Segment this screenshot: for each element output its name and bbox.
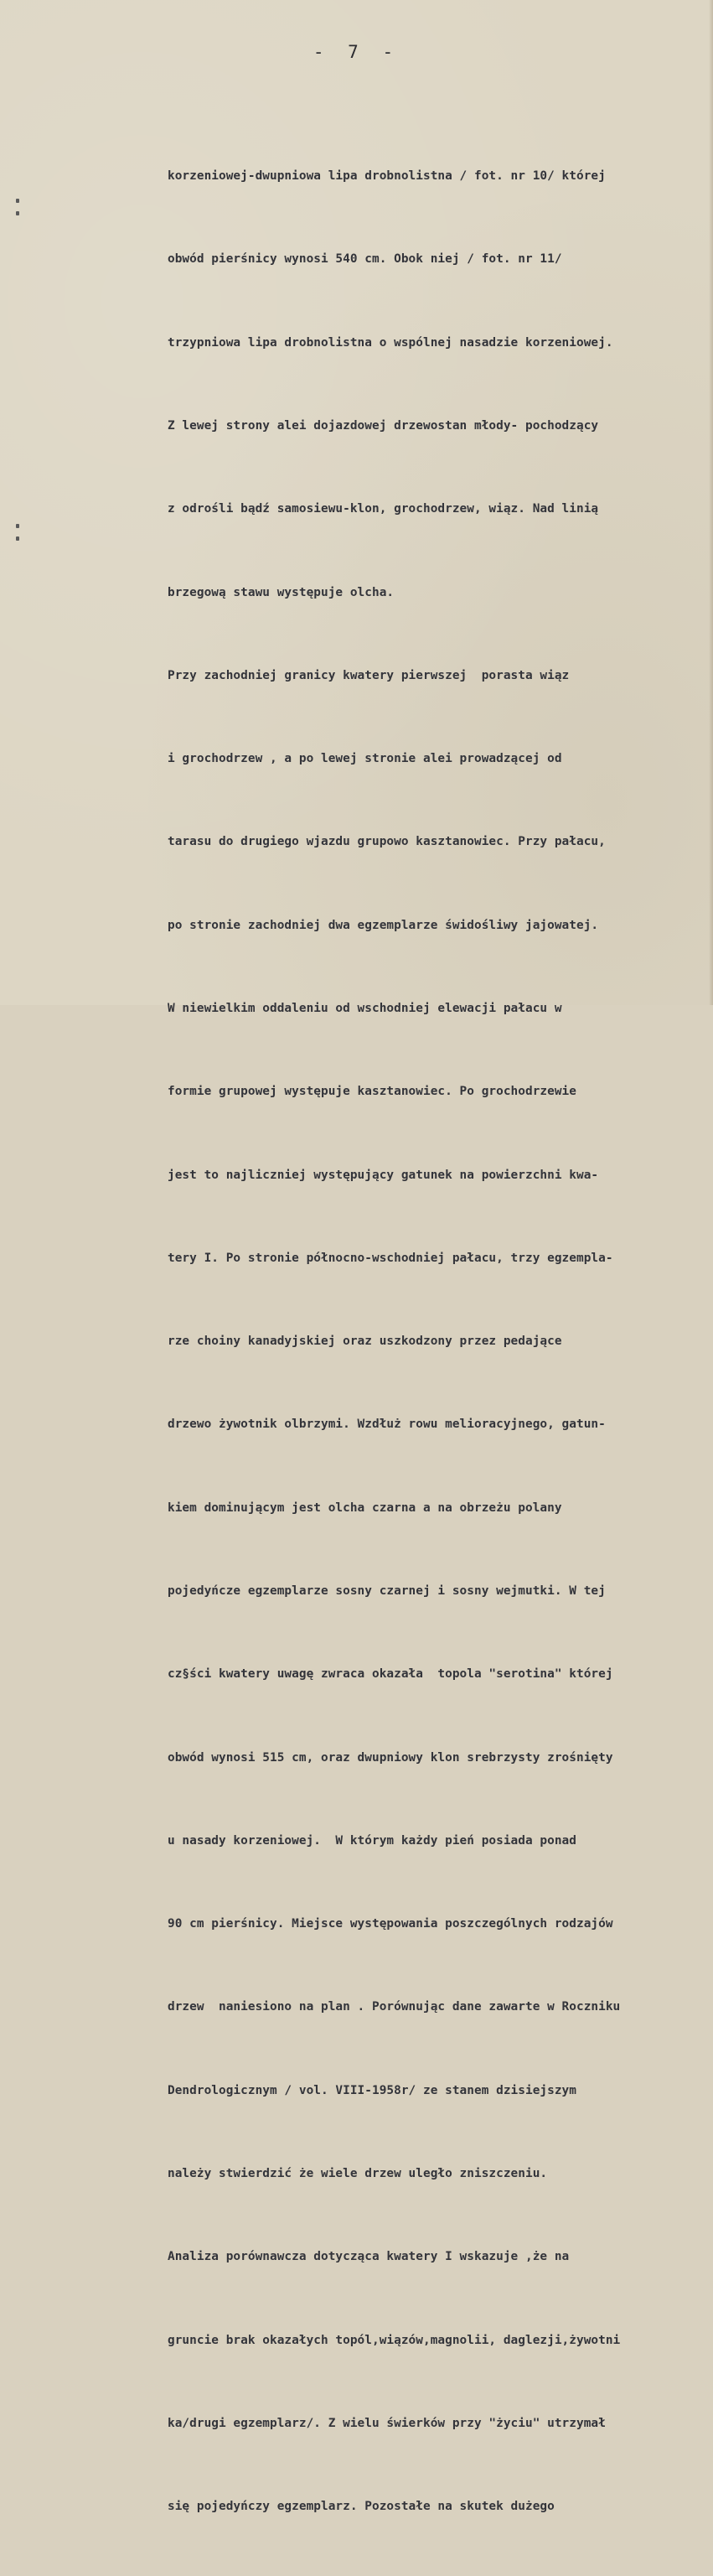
- text-line: się pojedyńczy egzemplarz. Pozostałe na skutek dużego: [168, 2500, 555, 2514]
- typewritten-body: [168, 107, 704, 2576]
- text-line: po stronie zachodniej dwa egzemplarze świdośliwy jajowatej.: [168, 918, 599, 932]
- text-line: drzew naniesiono na plan . Porównując dane zawarte w Roczniku: [168, 2000, 621, 2014]
- text-line: tarasu do drugiego wjazdu grupowo kasztanowiec. Przy pałacu,: [168, 835, 606, 849]
- text-line: kiem dominującym jest olcha czarna a na obrzeżu polany: [168, 1501, 562, 1515]
- text-line: i grochodrzew , a po lewej stronie alei prowadzącej od: [168, 752, 562, 766]
- binding-hole-mark: [16, 211, 19, 215]
- binding-hole-mark: [16, 199, 19, 203]
- text-line: cz§ści kwatery uwagę zwraca okazała topola "serotina" której: [168, 1667, 613, 1682]
- text-line: W niewielkim oddaleniu od wschodniej elewacji pałacu w: [168, 1002, 562, 1015]
- text-line: obwód wynosi 515 cm, oraz dwupniowy klon srebrzysty zrośnięty: [168, 1750, 613, 1765]
- text-line: brzegową stawu występuje olcha.: [168, 585, 395, 599]
- text-line: jest to najliczniej występujący gatunek na powierzchni kwa-: [168, 1168, 599, 1182]
- text-line: Dendrologicznym / vol. VIII-1958r/ ze stanem dzisiejszym: [168, 2083, 576, 2097]
- page-number: - 7 -: [313, 42, 400, 62]
- text-line: 90 cm pierśnicy. Miejsce występowania poszczególnych rodzajów: [168, 1917, 613, 1931]
- text-line: Analiza porównawcza dotycząca kwatery I wskazuje ,że na: [168, 2250, 570, 2264]
- text-line: trzypniowa lipa drobnolistna o wspólnej nasadzie korzeniowej.: [168, 335, 613, 350]
- text-line: rze choiny kanadyjskiej oraz uszkodzony przez pedające: [168, 1335, 562, 1349]
- binding-hole-mark: [16, 536, 19, 541]
- paper-edge: [709, 0, 713, 1005]
- text-line: korzeniowej-dwupniowa lipa drobnolistna / fot. nr 10/ której: [168, 169, 606, 184]
- text-line: ka/drugi egzemplarz/. Z wielu świerków przy "życiu" utrzymał: [168, 2416, 606, 2430]
- text-line: Przy zachodniej granicy kwatery pierwszej porasta wiąz: [168, 668, 570, 682]
- binding-hole-mark: [16, 524, 19, 528]
- text-line: Z lewej strony alei dojazdowej drzewostan młody- pochodzący: [168, 419, 599, 433]
- text-line: gruncie brak okazałych topól,wiązów,magnolii, daglezji,żywotni: [168, 2333, 621, 2347]
- text-line: formie grupowej występuje kasztanowiec. Po grochodrzewie: [168, 1085, 576, 1099]
- text-line: u nasady korzeniowej. W którym każdy pień posiada ponad: [168, 1833, 576, 1848]
- text-line: pojedyńcze egzemplarze sosny czarnej i sosny wejmutki. W tej: [168, 1583, 606, 1598]
- text-line: tery I. Po stronie północno-wschodniej pałacu, trzy egzempla-: [168, 1251, 613, 1265]
- text-line: z odrośli bądź samosiewu-klon, grochodrzew, wiąz. Nad linią: [168, 502, 599, 516]
- text-line: drzewo żywotnik olbrzymi. Wzdłuż rowu melioracyjnego, gatun-: [168, 1418, 606, 1432]
- text-line: obwód pierśnicy wynosi 540 cm. Obok niej / fot. nr 11/: [168, 252, 562, 267]
- text-line: należy stwierdzić że wiele drzew uległo zniszczeniu.: [168, 2166, 548, 2180]
